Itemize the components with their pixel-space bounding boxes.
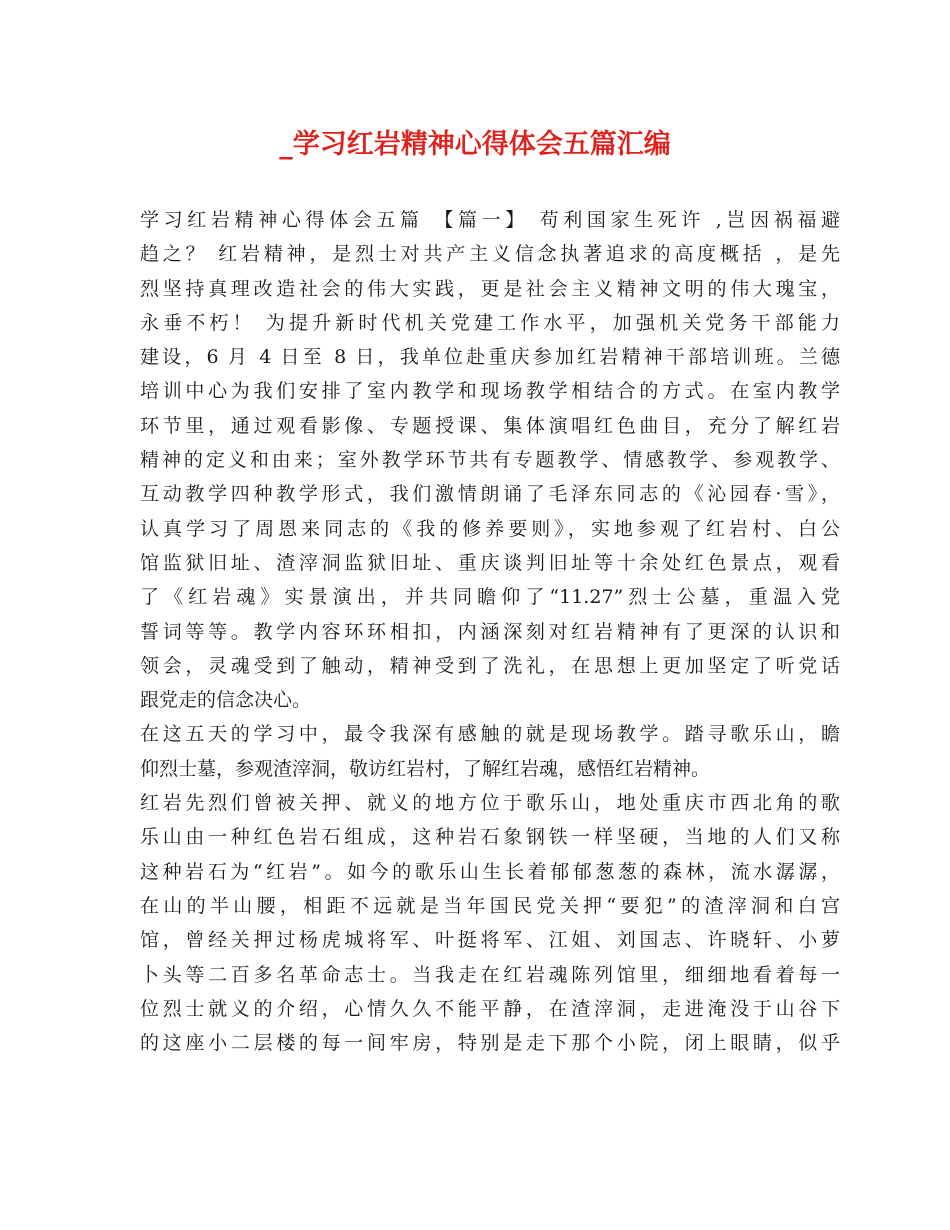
body-line: 馆，曾经关押过杨虎城将军、叶挺将军、江姐、刘国志、许晓轩、小萝 <box>140 929 840 952</box>
body-line: 建设，6 月 4 日至 8 日，我单位赴重庆参加红岩精神干部培训班。兰德 <box>140 346 840 369</box>
body-line: 永垂不朽！ 为提升新时代机关党建工作水平，加强机关党务干部能力 <box>140 311 840 334</box>
body-line: 精神的定义和由来；室外教学环节共有专题教学、情感教学、参观教学、 <box>140 449 840 472</box>
body-line: 卜头等二百多名革命志士。当我走在红岩魂陈列馆里，细细地看着每一 <box>140 963 840 986</box>
document-body <box>140 203 840 1060</box>
body-line: 烈坚持真理改造社会的伟大实践，更是社会主义精神文明的伟大瑰宝， <box>140 277 840 300</box>
body-line: 红岩先烈们曾被关押、就义的地方位于歌乐山，地处重庆市西北角的歌 <box>140 792 840 815</box>
body-line: 的这座小二层楼的每一间牢房，特别是走下那个小院，闭上眼睛，似乎 <box>140 1032 840 1055</box>
body-line: 跟党走的信念决心。 <box>140 689 312 712</box>
body-line: 誓词等等。教学内容环环相扣，内涵深刻对红岩精神有了更深的认识和 <box>140 620 840 643</box>
body-line: 在山的半山腰，相距不远就是当年国民党关押“要犯”的渣滓洞和白宫 <box>140 894 840 917</box>
body-line: 馆监狱旧址、渣滓洞监狱旧址、重庆谈判旧址等十余处红色景点，观看 <box>140 551 840 574</box>
body-line: 领会，灵魂受到了触动，精神受到了洗礼，在思想上更加坚定了听党话 <box>140 654 840 677</box>
body-line: 培训中心为我们安排了室内教学和现场教学相结合的方式。在室内教学 <box>140 380 840 403</box>
body-line: 认真学习了周恩来同志的《我的修养要则》，实地参观了红岩村、白公 <box>140 517 840 540</box>
body-line: 趋之？ 红岩精神，是烈士对共产主义信念执著追求的高度概括 ，是先 <box>140 243 840 266</box>
body-line: 这种岩石为“红岩”。如今的歌乐山生长着郁郁葱葱的森林，流水潺潺， <box>140 860 840 883</box>
body-line: 在这五天的学习中，最令我深有感触的就是现场教学。踏寻歌乐山，瞻 <box>140 723 840 746</box>
body-line: 学习红岩精神心得体会五篇 【篇一】 苟利国家生死许 ,岂因祸福避 <box>140 209 840 231</box>
body-line: 了《红岩魂》实景演出，并共同瞻仰了“11.27”烈士公墓，重温入党 <box>140 586 840 609</box>
body-line: 互动教学四种教学形式，我们激情朗诵了毛泽东同志的《沁园春·雪》， <box>140 483 840 506</box>
body-line: 环节里，通过观看影像、专题授课、集体演唱红色曲目，充分了解红岩 <box>140 414 840 437</box>
document-title: _学习红岩精神心得体会五篇汇编 <box>279 129 671 160</box>
body-line: 乐山由一种红色岩石组成，这种岩石象钢铁一样坚硬，当地的人们又称 <box>140 826 840 849</box>
body-line: 仰烈士墓，参观渣滓洞，敬访红岩村，了解红岩魂，感悟红岩精神。 <box>140 757 711 780</box>
body-line: 位烈士就义的介绍，心情久久不能平静，在渣滓洞，走进淹没于山谷下 <box>140 997 840 1020</box>
